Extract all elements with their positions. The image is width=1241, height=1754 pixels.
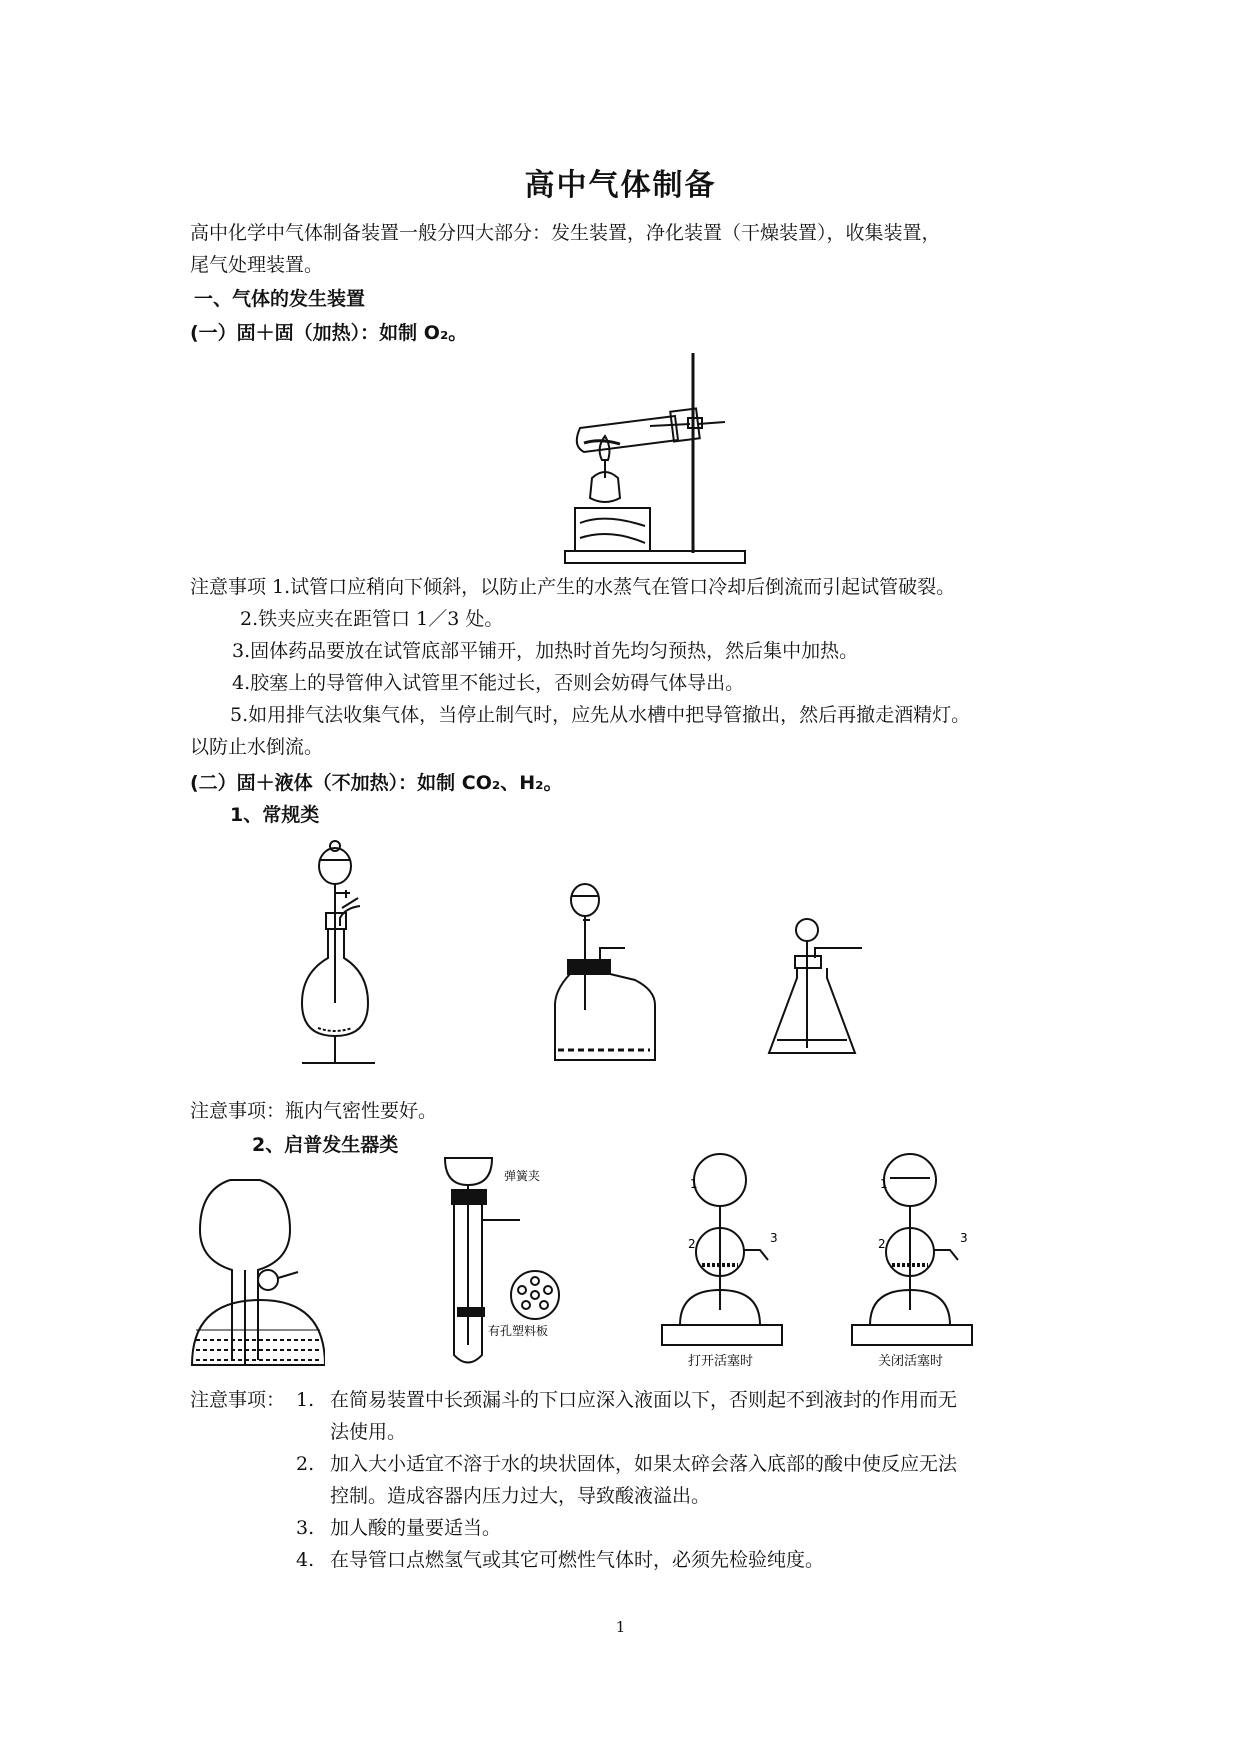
perforated-plate-label: 有孔塑料板	[488, 1324, 549, 1338]
cat2-note-2-num: 2.	[296, 1453, 315, 1475]
open-valve-caption: 打开活塞时	[688, 1354, 754, 1369]
round-flask-figure	[300, 838, 380, 1068]
intro-line-2: 尾气处理装置。	[190, 254, 324, 276]
cat2-notes-label: 注意事项：	[190, 1389, 286, 1411]
cat2-note-2-line1: 加入大小适宜不溶于水的块状固体，如果太碎会落入底部的酸中使反应无法	[330, 1453, 958, 1475]
page-title: 高中气体制备	[524, 168, 717, 203]
sub1-note-1: 注意事项 1.试管口应稍向下倾斜，以防止产生的水蒸气在管口冷却后倒流而引起试管破裂。	[190, 576, 956, 598]
cat2-note-2-line2: 控制。造成容器内压力过大，导致酸液溢出。	[330, 1485, 711, 1507]
cat2-note-3-num: 3.	[296, 1517, 315, 1539]
spring-clip-label: 弹簧夹	[504, 1169, 541, 1183]
cat2-note-3-line1: 加人酸的量要适当。	[330, 1517, 502, 1539]
sub1-note-6: 以防止水倒流。	[190, 736, 324, 758]
cat2-note-1-line2: 法使用。	[330, 1421, 407, 1443]
category-heading-1: 1、常规类	[230, 804, 320, 826]
label-2-open: 2	[688, 1237, 696, 1251]
cat1-note: 注意事项：瓶内气密性要好。	[190, 1100, 438, 1122]
label-2-closed: 2	[878, 1237, 886, 1251]
wide-mouth-bottle-figure	[550, 880, 670, 1070]
heating-apparatus-figure	[560, 348, 750, 568]
intro-line-1: 高中化学中气体制备装置一般分四大部分：发生装置，净化装置（干燥装置），收集装置，	[190, 222, 941, 244]
subsection-heading-2: (二）固＋液体（不加热）：如制 CO₂、H₂。	[190, 772, 563, 794]
label-3-closed: 3	[960, 1231, 968, 1245]
category-heading-2: 2、启普发生器类	[252, 1134, 399, 1156]
subsection-heading-1: (一）固＋固（加热）：如制 O₂。	[190, 322, 468, 344]
sub1-note-4: 4.胶塞上的导管伸入试管里不能过长，否则会妨碍气体导出。	[232, 672, 745, 694]
sub1-note-3: 3.固体药品要放在试管底部平铺开，加热时首先均匀预热，然后集中加热。	[232, 640, 859, 662]
kipp-closed-figure	[850, 1150, 1015, 1370]
cat2-note-1-num: 1.	[296, 1389, 315, 1411]
sub1-note-5: 5.如用排气法收集气体，当停止制气时，应先从水槽中把导管撤出，然后再撤走酒精灯。	[230, 704, 971, 726]
simple-kipp-figure	[190, 1160, 325, 1370]
label-3-open: 3	[770, 1231, 778, 1245]
section-heading: 一、气体的发生装置	[194, 288, 366, 310]
conical-flask-figure	[765, 918, 875, 1068]
kipp-open-figure	[660, 1150, 825, 1370]
cat2-note-4-line1: 在导管口点燃氢气或其它可燃性气体时，必须先检验纯度。	[330, 1549, 825, 1571]
label-1-closed: 1	[880, 1177, 888, 1191]
kipp-tube-figure	[440, 1150, 620, 1370]
page-number: 1	[615, 1618, 626, 1636]
sub1-note-2: 2.铁夹应夹在距管口 1／3 处。	[240, 608, 504, 630]
cat2-note-4-num: 4.	[296, 1549, 315, 1571]
close-valve-caption: 关闭活塞时	[878, 1354, 944, 1369]
cat2-note-1-line1: 在简易装置中长颈漏斗的下口应深入液面以下，否则起不到液封的作用而无	[330, 1389, 958, 1411]
label-1-open: 1	[690, 1177, 698, 1191]
